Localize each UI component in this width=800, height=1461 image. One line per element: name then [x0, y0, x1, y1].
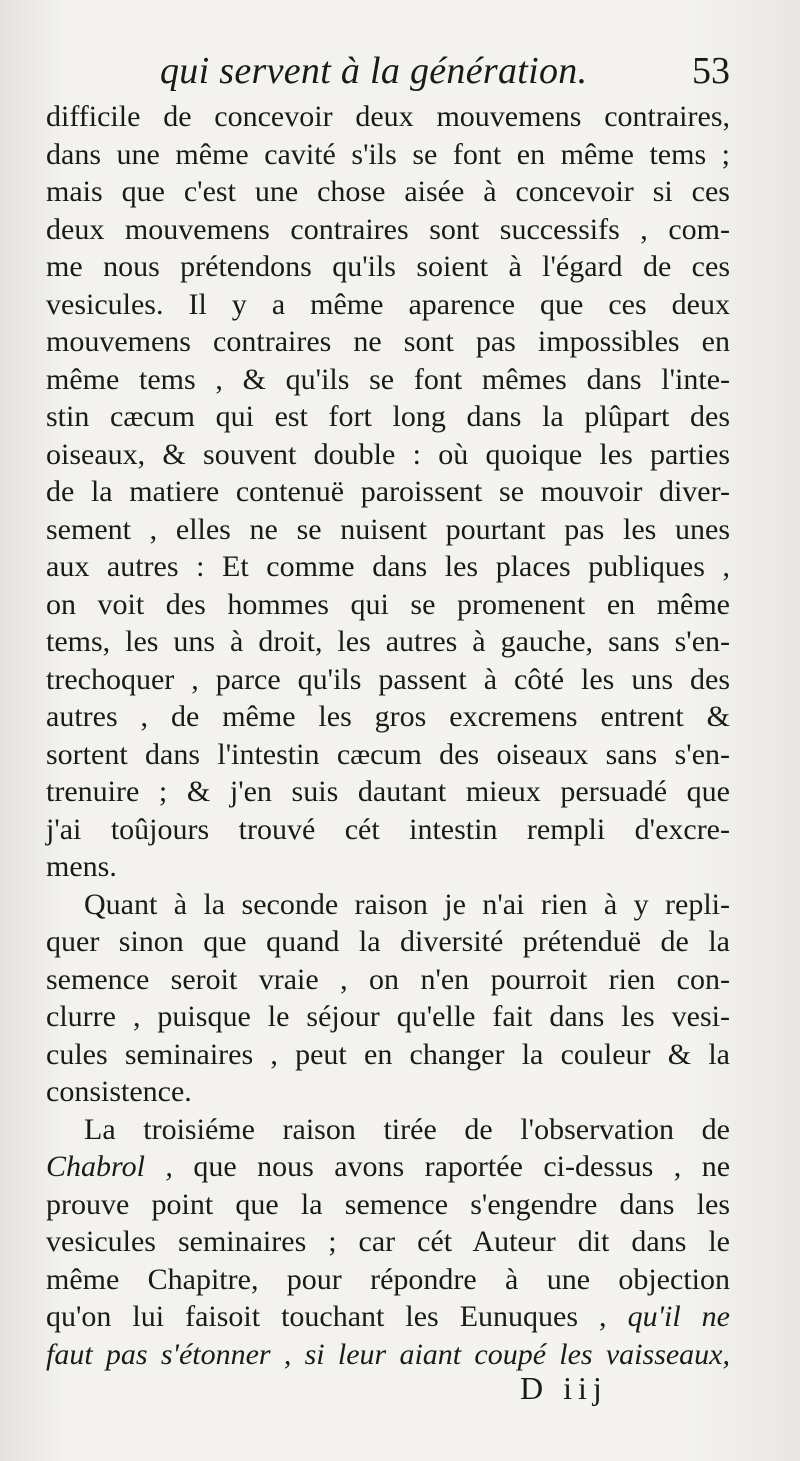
- text-line: [46, 1298, 730, 1336]
- running-title: qui servent à la génération.: [160, 50, 588, 92]
- text-line: de la matiere contenuë paroissent se mouvoir diver-: [46, 475, 730, 508]
- text-line: quer sinon que quand la diversité prétenduë de la: [46, 925, 730, 958]
- text-line: mens.: [46, 850, 117, 883]
- text-line: autres , de même les gros excremens entrent &: [46, 700, 730, 733]
- text-line: oiseaux, & souvent double : où quoique les parties: [46, 437, 730, 471]
- quoted-text: qu'il ne: [627, 1300, 730, 1333]
- page-header: [160, 48, 730, 98]
- text-line: vesicules seminaires ; car cét Auteur dit dans le: [46, 1225, 730, 1258]
- text-line: semence seroit vraie , on n'en pourroit rien con-: [46, 962, 730, 996]
- text-span: qu'on lui faisoit touchant les Eunuques ,: [46, 1300, 607, 1333]
- page-number: 53: [692, 50, 730, 92]
- text-line: même Chapitre, pour répondre à une objection: [46, 1262, 730, 1296]
- text-line: stin cæcum qui est fort long dans la plûpart des: [46, 400, 730, 433]
- text-line: [46, 1148, 730, 1186]
- author-name: Chabrol ,: [46, 1150, 173, 1183]
- text-line: aux autres : Et comme dans les places publiques ,: [46, 550, 730, 583]
- text-span: que nous avons raportée ci-dessus , ne: [193, 1150, 731, 1183]
- text-line: deux mouvemens contraires sont successifs , com-: [46, 212, 730, 246]
- text-line: vesicules. Il y a même aparence que ces deux: [46, 287, 730, 321]
- text-line: mais que c'est une chose aisée à concevoir si ces: [46, 175, 730, 208]
- quoted-text-line: faut pas s'étonner , si leur aiant coupé les vaisseaux,: [46, 1337, 730, 1371]
- body-text: [46, 98, 730, 1373]
- paragraph-start-line: Quant à la seconde raison je n'ai rien à y repli-: [84, 887, 730, 921]
- text-line: mouvemens contraires ne sont pas impossibles en: [46, 325, 730, 358]
- text-line: sortent dans l'intestin cæcum des oiseaux sans s'en-: [46, 737, 730, 771]
- text-line: clurre , puisque le séjour qu'elle fait dans les vesi-: [46, 1000, 730, 1033]
- text-line: même tems , & qu'ils se font mêmes dans l'inte-: [46, 362, 730, 396]
- text-line: difficile de concevoir deux mouvemens contraires,: [46, 100, 730, 133]
- text-line: consistence.: [46, 1075, 192, 1108]
- text-line: sement , elles ne se nuisent pourtant pas les unes: [46, 512, 730, 546]
- text-line: trenuire ; & j'en suis dautant mieux persuadé que: [46, 775, 730, 808]
- text-line: j'ai toûjours trouvé cét intestin rempli d'excre-: [46, 812, 730, 846]
- text-line: prouve point que la semence s'engendre dans les: [46, 1187, 730, 1221]
- text-line: cules seminaires , peut en changer la couleur & la: [46, 1037, 730, 1071]
- text-line: trechoquer , parce qu'ils passent à côté les uns des: [46, 662, 730, 696]
- paragraph-start-line: La troisiéme raison tirée de l'observation de: [84, 1112, 730, 1146]
- signature-mark: D iij: [520, 1370, 608, 1406]
- text-line: tems, les uns à droit, les autres à gauche, sans s'en-: [46, 625, 730, 658]
- text-line: me nous prétendons qu'ils soient à l'égard de ces: [46, 250, 730, 283]
- text-line: on voit des hommes qui se promenent en même: [46, 587, 730, 621]
- text-line: dans une même cavité s'ils se font en même tems ;: [46, 137, 730, 171]
